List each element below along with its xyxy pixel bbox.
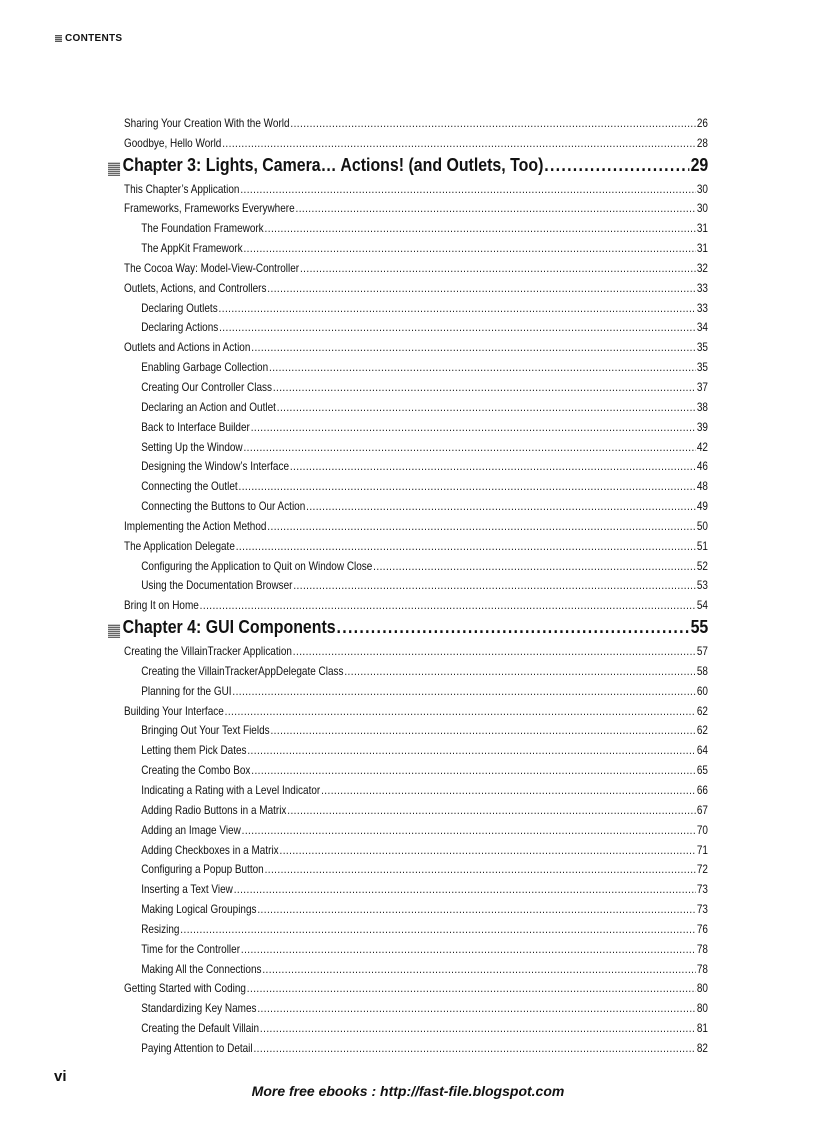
toc-entry-title: Indicating a Rating with a Level Indicator xyxy=(141,784,321,797)
toc-entry[interactable] xyxy=(124,354,708,374)
toc-entry-page: 33 xyxy=(696,301,708,315)
toc-entry[interactable] xyxy=(124,1015,708,1035)
dot-leader xyxy=(296,202,696,215)
toc-entry-title: Bringing Out Your Text Fields xyxy=(141,724,270,738)
toc-entry[interactable] xyxy=(124,837,708,857)
toc-entry[interactable] xyxy=(124,334,708,354)
toc-entry-title: Letting them Pick Dates xyxy=(141,744,247,758)
dot-leader xyxy=(344,665,696,678)
toc-entry-title: Declaring an Action and Outlet xyxy=(141,400,276,414)
toc-entry-page: 53 xyxy=(696,579,708,593)
toc-entry-page: 80 xyxy=(696,982,708,996)
toc-entry-page: 30 xyxy=(696,202,708,216)
dot-leader xyxy=(306,500,696,513)
dot-leader xyxy=(290,460,696,473)
toc-entry[interactable] xyxy=(124,235,708,255)
dot-leader xyxy=(219,302,696,315)
toc-chapter-entry[interactable] xyxy=(108,612,708,638)
toc-entry-page: 42 xyxy=(696,440,708,454)
toc-entry-title: Chapter 4: GUI Components xyxy=(122,616,336,638)
toc-entry-page: 57 xyxy=(696,645,708,659)
toc-entry[interactable] xyxy=(124,110,708,130)
toc-entry-title: Making Logical Groupings xyxy=(141,903,257,917)
toc-entry[interactable] xyxy=(124,817,708,837)
toc-entry[interactable] xyxy=(124,718,708,738)
toc-entry-title: Using the Documentation Browser xyxy=(141,579,293,593)
toc-entry-title: Implementing the Action Method xyxy=(124,519,267,533)
toc-entry-title: Configuring a Popup Button xyxy=(141,863,264,877)
toc-entry-title: Configuring the Application to Quit on Window Close xyxy=(141,559,373,573)
toc-entry-title: Connecting the Outlet xyxy=(141,480,238,494)
toc-entry[interactable] xyxy=(124,592,708,612)
dot-leader xyxy=(544,154,689,176)
toc-entry[interactable] xyxy=(124,513,708,533)
toc-entry-page: 78 xyxy=(696,942,708,956)
toc-entry-title: Getting Started with Coding xyxy=(124,982,246,996)
toc-entry-title: Designing the Window’s Interface xyxy=(141,460,289,474)
toc-entry-title: Creating the VillainTrackerAppDelegate Class xyxy=(141,664,344,678)
dot-leader xyxy=(321,784,696,797)
dot-leader xyxy=(257,1002,696,1015)
dot-leader xyxy=(234,883,696,896)
toc-entry[interactable] xyxy=(124,196,708,216)
toc-entry[interactable] xyxy=(124,533,708,553)
dot-leader xyxy=(273,381,696,394)
dot-leader xyxy=(247,744,696,757)
dot-leader xyxy=(251,421,696,434)
toc-entry-page: 67 xyxy=(696,803,708,817)
toc-entry[interactable] xyxy=(124,295,708,315)
toc-entry-page: 38 xyxy=(696,400,708,414)
toc-entry[interactable] xyxy=(124,553,708,573)
toc-entry[interactable] xyxy=(124,275,708,295)
toc-entry[interactable] xyxy=(124,995,708,1015)
toc-entry-title: The AppKit Framework xyxy=(141,242,243,256)
toc-entry[interactable] xyxy=(124,936,708,956)
toc-entry-page: 52 xyxy=(696,559,708,573)
toc-entry[interactable] xyxy=(124,454,708,474)
toc-entry-title: Time for the Controller xyxy=(141,942,241,956)
toc-entry-title: This Chapter’s Application xyxy=(124,182,240,196)
dot-leader xyxy=(232,685,696,698)
toc-entry[interactable] xyxy=(124,255,708,275)
toc-entry-title: Planning for the GUI xyxy=(141,684,232,698)
header-label: CONTENTS xyxy=(65,33,123,44)
toc-entry-title: Making All the Connections xyxy=(141,962,262,976)
toc-entry[interactable] xyxy=(124,876,708,896)
toc-entry-title: Frameworks, Frameworks Everywhere xyxy=(124,202,295,216)
toc-entry-page: 81 xyxy=(696,1022,708,1036)
toc-entry-page: 35 xyxy=(696,361,708,375)
toc-entry-page: 28 xyxy=(696,136,708,150)
dot-leader xyxy=(300,262,696,275)
chapter-marker-icon xyxy=(108,162,120,176)
toc-entry-title: Creating the Combo Box xyxy=(141,764,251,778)
toc-entry-title: The Foundation Framework xyxy=(141,222,264,236)
toc-entry-title: Inserting a Text View xyxy=(141,883,233,897)
toc-entry-title: Resizing xyxy=(141,922,180,936)
toc-entry-page: 37 xyxy=(696,380,708,394)
toc-entry[interactable] xyxy=(124,777,708,797)
toc-entry-page: 71 xyxy=(696,843,708,857)
toc-entry-title: Back to Interface Builder xyxy=(141,420,250,434)
toc-entry-page: 73 xyxy=(696,903,708,917)
toc-entry[interactable] xyxy=(124,956,708,976)
toc-entry-title: Enabling Garbage Collection xyxy=(141,361,269,375)
toc-entry-page: 34 xyxy=(696,321,708,335)
dot-leader xyxy=(222,137,696,150)
toc-entry-title: Adding Radio Buttons in a Matrix xyxy=(141,803,287,817)
dot-leader xyxy=(253,1042,696,1055)
toc-entry-page: 65 xyxy=(696,764,708,778)
dot-leader xyxy=(293,579,696,592)
toc-entry-title: Chapter 3: Lights, Camera… Actions! (and Outlets, Too) xyxy=(122,153,544,175)
chapter-marker-icon xyxy=(108,624,120,638)
toc-entry[interactable] xyxy=(124,757,708,777)
dot-leader xyxy=(243,242,696,255)
dot-leader xyxy=(225,705,696,718)
dot-leader xyxy=(373,560,696,573)
dot-leader xyxy=(293,645,696,658)
toc-entry-title: The Cocoa Way: Model-View-Controller xyxy=(124,261,300,275)
toc-entry-title: Standardizing Key Names xyxy=(141,1002,257,1016)
dot-leader xyxy=(251,764,696,777)
dot-leader xyxy=(337,616,690,638)
dot-leader xyxy=(219,321,696,334)
toc-entry-title: Sharing Your Creation With the World xyxy=(124,116,290,130)
toc-entry-page: 32 xyxy=(696,261,708,275)
page-number: vi xyxy=(54,1068,67,1085)
toc-entry-page: 31 xyxy=(696,242,708,256)
toc-entry-page: 26 xyxy=(696,116,708,130)
dot-leader xyxy=(200,599,696,612)
toc-entry-title: Outlets, Actions, and Controllers xyxy=(124,281,267,295)
dot-leader xyxy=(242,824,696,837)
dot-leader xyxy=(287,804,696,817)
toc-entry-page: 39 xyxy=(696,420,708,434)
dot-leader xyxy=(267,282,696,295)
toc-entry-page: 80 xyxy=(696,1002,708,1016)
toc-entry-page: 50 xyxy=(696,519,708,533)
toc-entry-page: 76 xyxy=(696,922,708,936)
toc-entry-page: 55 xyxy=(690,616,709,638)
toc-entry-page: 58 xyxy=(696,664,708,678)
toc-entry-title: Creating the Default Villain xyxy=(141,1022,260,1036)
toc-entry[interactable] xyxy=(124,896,708,916)
toc-entry-page: 49 xyxy=(696,500,708,514)
toc-entry[interactable] xyxy=(124,976,708,996)
running-header xyxy=(55,33,122,44)
dot-leader xyxy=(265,222,696,235)
toc-entry-page: 48 xyxy=(696,480,708,494)
dot-leader xyxy=(265,863,696,876)
toc-entry-page: 29 xyxy=(690,153,709,175)
toc-entry-page: 46 xyxy=(696,460,708,474)
dot-leader xyxy=(277,401,696,414)
dot-leader xyxy=(290,117,696,130)
toc-entry[interactable] xyxy=(124,797,708,817)
square-bullet-icon xyxy=(55,35,62,42)
dot-leader xyxy=(180,923,696,936)
toc-entry[interactable] xyxy=(124,374,708,394)
toc-entry[interactable] xyxy=(124,176,708,196)
toc-entry[interactable] xyxy=(124,737,708,757)
toc-entry[interactable] xyxy=(124,1035,708,1055)
toc-entry-page: 30 xyxy=(696,182,708,196)
toc-entry[interactable] xyxy=(124,678,708,698)
toc-entry-page: 78 xyxy=(696,962,708,976)
toc-entry-title: Declaring Outlets xyxy=(141,301,218,315)
toc-chapter-entry[interactable] xyxy=(108,150,708,176)
toc-entry[interactable] xyxy=(124,130,708,150)
toc-entry-title: Creating the VillainTracker Application xyxy=(124,645,292,659)
toc-entry[interactable] xyxy=(124,473,708,493)
toc-entry-title: Setting Up the Window xyxy=(141,440,243,454)
toc-entry-title: Declaring Actions xyxy=(141,321,219,335)
toc-entry-page: 62 xyxy=(696,724,708,738)
toc-entry[interactable] xyxy=(124,698,708,718)
toc-entry[interactable] xyxy=(124,916,708,936)
toc-entry-title: Adding an Image View xyxy=(141,823,241,837)
dot-leader xyxy=(269,361,696,374)
toc-entry-page: 70 xyxy=(696,823,708,837)
toc-entry-page: 31 xyxy=(696,222,708,236)
toc-entry-page: 82 xyxy=(696,1041,708,1055)
toc-entry-title: Outlets and Actions in Action xyxy=(124,341,251,355)
footer-link[interactable]: More free ebooks : http://fast-file.blogspot.com xyxy=(251,1083,565,1099)
dot-leader xyxy=(262,963,696,976)
dot-leader xyxy=(260,1022,696,1035)
toc-entry[interactable] xyxy=(124,394,708,414)
toc-entry-page: 35 xyxy=(696,341,708,355)
toc-entry-page: 66 xyxy=(696,784,708,797)
toc-entry[interactable] xyxy=(124,638,708,658)
toc-entry[interactable] xyxy=(124,215,708,235)
toc-entry-title: Connecting the Buttons to Our Action xyxy=(141,500,306,514)
toc-entry[interactable] xyxy=(124,857,708,877)
dot-leader xyxy=(240,183,696,196)
toc-entry-page: 73 xyxy=(696,883,708,897)
toc-entry-title: Bring It on Home xyxy=(124,599,199,613)
toc-entry-title: Goodbye, Hello World xyxy=(124,136,222,150)
toc-entry[interactable] xyxy=(124,573,708,593)
toc-entry-title: Paying Attention to Detail xyxy=(141,1041,253,1055)
dot-leader xyxy=(257,903,696,916)
toc-entry[interactable] xyxy=(124,414,708,434)
toc-entry[interactable] xyxy=(124,315,708,335)
dot-leader xyxy=(247,982,696,995)
toc-entry-title: The Application Delegate xyxy=(124,539,235,553)
toc-entry-page: 64 xyxy=(696,744,708,758)
toc-entry[interactable] xyxy=(124,658,708,678)
toc-entry-title: Building Your Interface xyxy=(124,704,224,718)
dot-leader xyxy=(236,540,696,553)
toc-entry-page: 51 xyxy=(696,539,708,553)
dot-leader xyxy=(251,341,696,354)
table-of-contents xyxy=(124,110,708,1055)
dot-leader xyxy=(241,943,696,956)
toc-entry[interactable] xyxy=(124,434,708,454)
toc-entry-page: 72 xyxy=(696,863,708,877)
dot-leader xyxy=(280,844,696,857)
dot-leader xyxy=(239,480,696,493)
toc-entry-page: 54 xyxy=(696,599,708,613)
dot-leader xyxy=(243,441,695,454)
toc-entry-title: Adding Checkboxes in a Matrix xyxy=(141,843,279,857)
toc-entry-page: 60 xyxy=(696,684,708,698)
toc-entry-page: 33 xyxy=(696,281,708,295)
dot-leader xyxy=(267,520,696,533)
toc-entry[interactable] xyxy=(124,493,708,513)
dot-leader xyxy=(270,724,696,737)
toc-entry-title: Creating Our Controller Class xyxy=(141,380,272,394)
toc-entry-page: 62 xyxy=(696,704,708,718)
